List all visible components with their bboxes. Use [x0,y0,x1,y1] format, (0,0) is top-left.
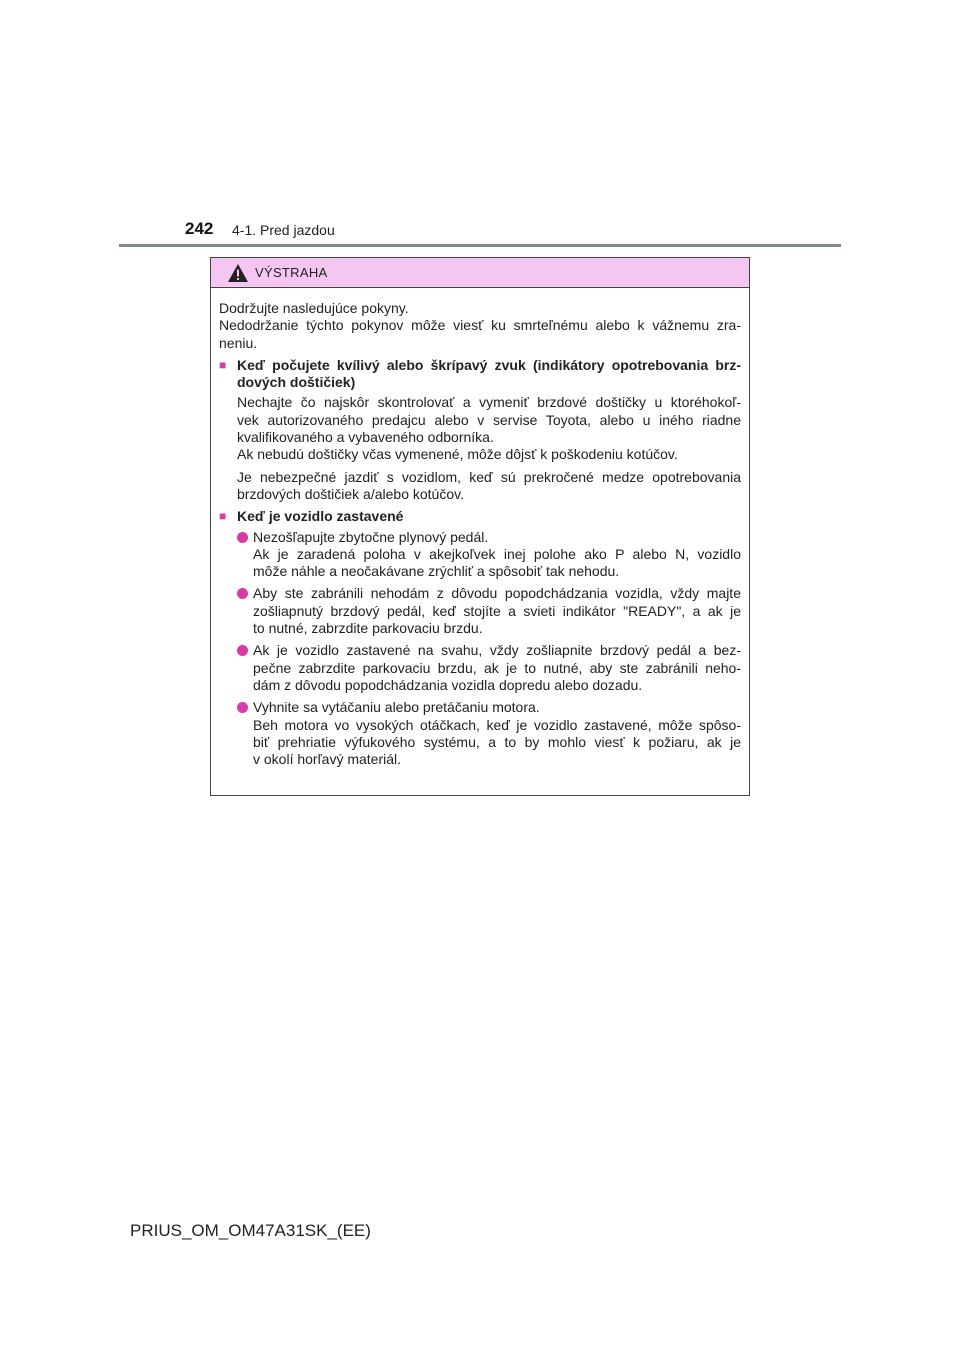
intro-text [219,300,741,352]
heading-line: dových doštičiek) [237,374,356,391]
bullet-line: Beh motora vo vysokých otáčkach, keď je vozidlo zastavené, môže spôso- [253,716,741,733]
brake-wear-paragraph [219,469,741,504]
bullet-line: biť prehriatie výfukového systému, a to by mohlo viesť k požiaru, ak je [253,733,741,750]
bullet-line: v okolí horľavý materiál. [253,751,402,768]
bullet-line: pečne zabrzdite parkovaciu brzdu, ak je to nutné, aby ste zabránili neho- [253,659,741,676]
brake-pads-paragraph [219,394,741,463]
warning-header [211,258,749,288]
circle-bullet-icon [237,702,248,713]
bullet-line: Ak je zaradená poloha v akejkoľvek inej polohe ako P alebo N, vozidlo [253,545,741,562]
bullet-line: dám z dôvodu popodchádzania vozidla dopredu alebo dozadu. [253,676,643,693]
list-item [219,585,741,637]
page-number: 242 [185,219,214,238]
bullet-line: Nezošľapujte zbytočne plynový pedál. [253,528,489,545]
circle-bullet-icon [237,645,248,656]
bullet-line: Vyhnite sa vytáčaniu alebo pretáčaniu motora. [253,699,540,716]
bullet-line: môže náhle a neočakávane zrýchliť a spôsobiť tak nehodu. [253,563,620,580]
intro-line: Nedodržanie týchto pokynov môže viesť ku smrteľnému alebo k vážnemu zra- [219,317,741,334]
para-line: Je nebezpečné jazdiť s vozidlom, keď sú prekročené medze opotrebovania [237,468,741,485]
section-heading-stopped [219,508,741,525]
header-rule [119,244,841,247]
section-title: 4-1. Pred jazdou [232,222,335,238]
para-line: Nechajte čo najskôr skontrolovať a vymeniť brzdové doštičky u ktoréhokoľ- [237,394,741,411]
heading-line: Keď je vozidlo zastavené [237,508,404,525]
para-line: brzdových doštičiek a/alebo kotúčov. [237,485,464,502]
intro-line: Dodržujte nasledujúce pokyny. [219,300,409,316]
bullet-line: zošliapnutý brzdový pedál, keď stojíte a svieti indikátor "READY", a ak je [253,602,741,619]
list-item [219,529,741,581]
para-line: vek autorizovaného predajcu alebo v servise Toyota, alebo u iného riadne [237,411,741,428]
bullet-line: Ak je vozidlo zastavené na svahu, vždy zošliapnite brzdový pedál a bez- [253,642,741,659]
warning-box [210,257,750,796]
list-item [219,642,741,694]
warning-title: VÝSTRAHA [255,265,328,280]
square-bullet-icon: ■ [219,509,227,524]
square-bullet-icon: ■ [219,357,227,372]
circle-bullet-icon [237,588,248,599]
list-item [219,699,741,768]
warning-body [211,288,749,768]
section-heading-brake-pads [219,357,741,392]
bullet-line: Aby ste zabránili nehodám z dôvodu popodchádzania vozidla, vždy majte [253,585,741,602]
circle-bullet-icon [237,532,248,543]
bullet-line: to nutné, zabrzdite parkovaciu brzdu. [253,620,483,637]
heading-line: Keď počujete kvílivý alebo škrípavý zvuk (indikátory opotrebovania brz- [237,356,741,373]
intro-line: neniu. [219,334,258,351]
warning-triangle-icon [227,263,249,283]
para-line: kvalifikovaného a vybaveného odborníka. [237,429,494,446]
footer-code: PRIUS_OM_OM47A31SK_(EE) [130,1221,371,1240]
para-line: Ak nebudú doštičky včas vymenené, môže dôjsť k poškodeniu kotúčov. [237,446,678,463]
